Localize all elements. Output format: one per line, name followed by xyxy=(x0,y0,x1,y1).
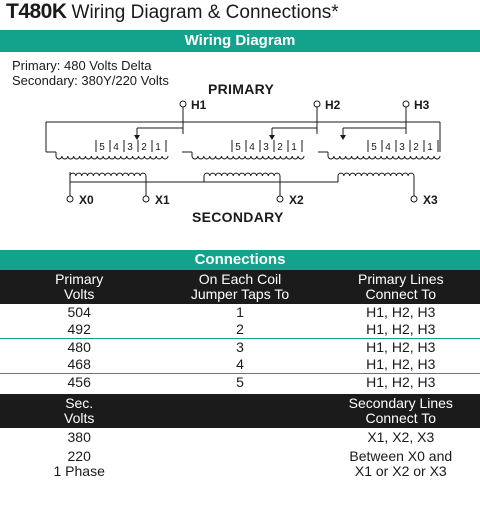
tap-number: 2 xyxy=(413,142,419,153)
secondary-table-header xyxy=(0,394,480,428)
tap-cell: 1 xyxy=(236,304,244,320)
primary-terminal xyxy=(403,101,409,107)
tap-arrow xyxy=(340,135,346,140)
header-primary-volts: Primary Volts xyxy=(0,270,158,304)
tap-number: 2 xyxy=(141,142,147,153)
tap-cell: 4 xyxy=(236,356,244,372)
secondary-terminal xyxy=(143,196,149,202)
secondary-terminal xyxy=(67,196,73,202)
primary-connections-table xyxy=(0,270,480,391)
tap-number: 5 xyxy=(371,142,377,153)
secondary-terminal-label: X2 xyxy=(289,193,304,207)
tap-cell: 5 xyxy=(158,374,321,392)
volts-cell: 380 xyxy=(67,429,91,445)
primary-label: PRIMARY xyxy=(208,81,275,97)
lines-cell: X1, X2, X3 xyxy=(367,429,435,445)
lines-cell: Between X0 and X1 or X2 or X3 xyxy=(349,448,453,479)
volts-cell: 468 xyxy=(67,356,91,372)
tap-arrow xyxy=(269,135,275,140)
primary-coil xyxy=(328,156,440,159)
lines-cell: H1, H2, H3 xyxy=(366,356,436,372)
tap-number: 2 xyxy=(277,142,283,153)
connections-bar: Connections xyxy=(0,250,480,270)
tap-number: 4 xyxy=(249,142,255,153)
header-blank xyxy=(158,394,321,428)
table-row xyxy=(0,304,480,321)
tap-cell: 3 xyxy=(158,339,321,357)
secondary-coil xyxy=(70,173,146,176)
secondary-terminal-label: X0 xyxy=(79,193,94,207)
tap-number: 1 xyxy=(427,142,433,153)
header-secondary-lines: Secondary Lines Connect To xyxy=(322,394,480,428)
secondary-terminal xyxy=(277,196,283,202)
tap-number: 3 xyxy=(127,142,133,153)
primary-table-header xyxy=(0,270,480,304)
table-row xyxy=(0,374,480,392)
title-text: Wiring Diagram & Connections* xyxy=(71,2,339,23)
tap-number: 4 xyxy=(385,142,391,153)
tap-arrow xyxy=(134,135,140,140)
header-primary-lines: Primary Lines Connect To xyxy=(322,270,480,304)
tap-number: 5 xyxy=(235,142,241,153)
secondary-spec: Secondary: 380Y/220 Volts xyxy=(12,73,169,88)
lines-cell: H1, H2, H3 xyxy=(366,321,436,337)
secondary-terminal-label: X1 xyxy=(155,193,170,207)
secondary-terminal xyxy=(411,196,417,202)
volts-cell: 480 xyxy=(0,339,158,357)
lines-cell: H1, H2, H3 xyxy=(322,374,480,392)
model-number: T480K xyxy=(6,0,67,23)
tap-number: 5 xyxy=(99,142,105,153)
tap-number: 1 xyxy=(155,142,161,153)
table-row xyxy=(0,428,480,447)
lines-cell: H1, H2, H3 xyxy=(322,339,480,357)
primary-spec: Primary: 480 Volts Delta xyxy=(12,58,152,73)
tap-cell: 2 xyxy=(236,321,244,337)
wiring-diagram xyxy=(0,92,480,212)
page-title xyxy=(6,0,339,26)
secondary-connections-table xyxy=(0,394,480,479)
volts-cell: 456 xyxy=(0,374,158,392)
empty-cell xyxy=(158,447,321,479)
secondary-coil xyxy=(338,173,414,176)
wiring-diagram-bar: Wiring Diagram xyxy=(0,30,480,52)
table-row xyxy=(0,447,480,479)
primary-terminal-label: H1 xyxy=(191,98,207,112)
primary-terminal-label: H3 xyxy=(414,98,430,112)
volts-cell: 492 xyxy=(67,321,91,337)
table-row xyxy=(0,321,480,339)
primary-coil xyxy=(56,156,168,159)
secondary-terminal-label: X3 xyxy=(423,193,438,207)
primary-terminal-label: H2 xyxy=(325,98,341,112)
tap-number: 4 xyxy=(113,142,119,153)
primary-coil xyxy=(192,156,304,159)
volts-cell: 504 xyxy=(67,304,91,320)
secondary-coil xyxy=(204,173,280,176)
volts-cell: 220 1 Phase xyxy=(53,448,105,479)
tap-number: 3 xyxy=(399,142,405,153)
lines-cell: H1, H2, H3 xyxy=(366,304,436,320)
primary-terminal xyxy=(180,101,186,107)
table-row xyxy=(0,356,480,374)
table-row xyxy=(0,339,480,357)
empty-cell xyxy=(158,428,321,447)
tap-number: 1 xyxy=(291,142,297,153)
header-jumper-taps: On Each Coil Jumper Taps To xyxy=(158,270,321,304)
secondary-label: SECONDARY xyxy=(192,209,284,225)
tap-number: 3 xyxy=(263,142,269,153)
header-sec-volts: Sec. Volts xyxy=(0,394,158,428)
primary-terminal xyxy=(314,101,320,107)
